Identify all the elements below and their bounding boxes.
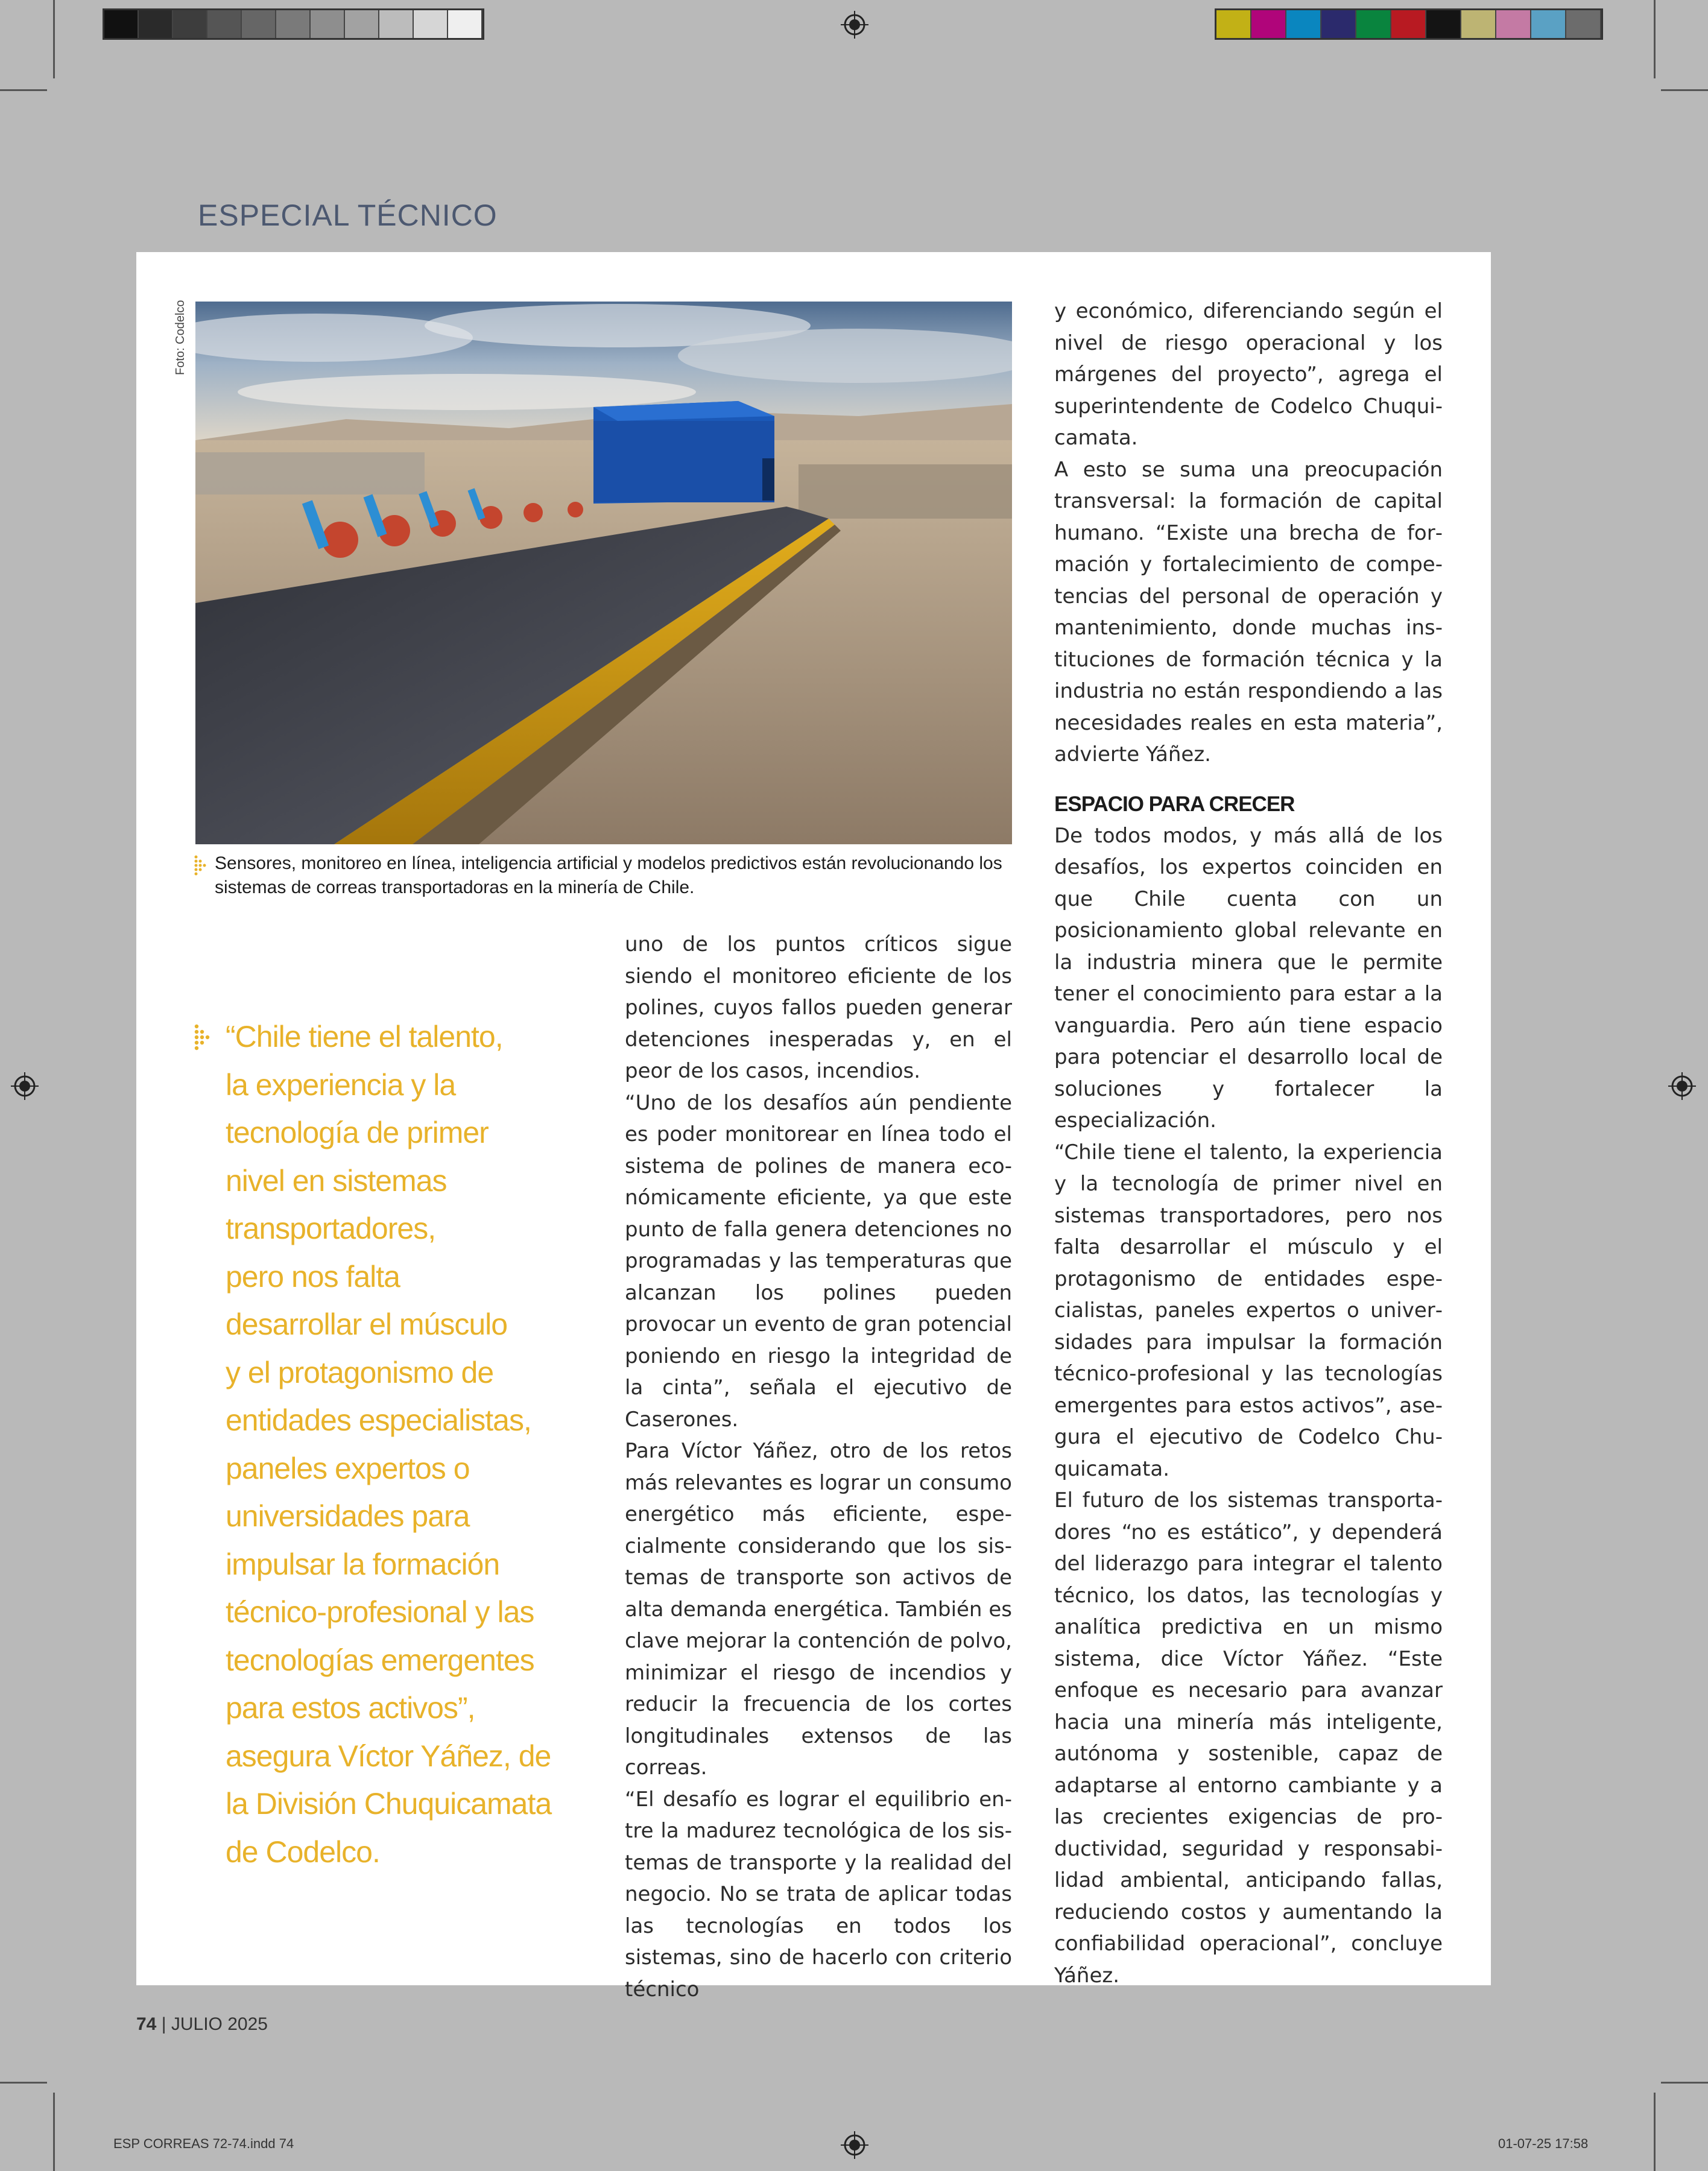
- caption-text: Sensores, monitoreo en línea, inteligencia artificial y modelos predictivos están revolucionando los sistemas de correas transportadoras en la minería de Chile.: [215, 853, 1002, 897]
- pull-quote-line: y el protagonismo de: [226, 1355, 494, 1389]
- crop-mark: [1654, 2093, 1656, 2171]
- crop-mark: [0, 2082, 47, 2084]
- crop-mark: [1654, 0, 1656, 78]
- pull-quote-line: desarrollar el músculo: [226, 1307, 508, 1341]
- color-swatch: [311, 10, 345, 38]
- color-swatch: [1566, 10, 1601, 38]
- pull-quote-line: la División Chuquicamata: [226, 1787, 552, 1821]
- article-column-2: [625, 929, 1012, 2005]
- color-swatch: [139, 10, 173, 38]
- color-swatch: [276, 10, 311, 38]
- pull-quote-line: tecnologías emergentes: [226, 1643, 534, 1677]
- gray-calibration-bar: [103, 8, 484, 40]
- color-swatch: [1461, 10, 1496, 38]
- slug-file: ESP CORREAS 72-74.indd 74: [113, 2136, 294, 2151]
- registration-mark-icon: [1668, 1072, 1696, 1100]
- pull-quote-line: transportadores,: [226, 1212, 436, 1245]
- body-paragraph: El futuro de los sistemas transportadores “no es estático”, y dependerá del liderazgo para integrar el talento técnico, los datos, las tecnologías y analítica predictiva en un mismo sistema, dice Víctor Yáñez. “Este enfoque es necesario para avanzar hacia una minería más inteligente, autónoma y sostenible, capaz de adaptarse al entorno cambiante y a las crecientes exigencias de productividad, seguridad y responsabilidad ambiental, anticipando fallas, reduciendo costos y aumentando la confiabilidad operacional”, concluye Yáñez.: [1054, 1488, 1443, 1988]
- color-swatch: [1426, 10, 1461, 38]
- color-swatch: [1391, 10, 1426, 38]
- pull-quote-line: pero nos falta: [226, 1259, 400, 1294]
- body-paragraph: A esto se suma una preocupación transversal: la formación de capital humano. “Existe una brecha de formación y fortalecimiento de competencias del personal de operación y mantenimiento, donde muchas instituciones de formación técnica y la industria no están respondiendo a las necesidades reales en esta materia”, advierte Yáñez.: [1054, 457, 1443, 766]
- color-swatch: [1321, 10, 1356, 38]
- crop-mark: [0, 89, 47, 91]
- conveyor-belt-photo: [195, 302, 1012, 844]
- color-swatch: [173, 10, 207, 38]
- pull-quote-line: entidades especialistas,: [226, 1403, 531, 1437]
- article-column-3: [1054, 295, 1443, 1991]
- color-swatch: [242, 10, 276, 38]
- body-paragraph: Para Víctor Yáñez, otro de los retos más relevantes es lograr un consumo energético más eficiente, especialmente considerando que los sistemas de transporte son activos de alta demanda energética. También es clave mejorar la contención de polvo, minimizar el riesgo de incendios y reducir la frecuencia de los cortes longitudinales extensos de las correas.: [625, 1439, 1012, 1780]
- color-swatch: [345, 10, 379, 38]
- body-paragraph: “Chile tiene el talento, la experiencia y la tecnología de primer nivel en sistemas transportadores, pero nos falta desarrollar el músculo y el protagonismo de entidades especialistas, paneles expertos o universidades para impulsar la formación técnico-profesional y las tecnologías emergentes para estos activos”, asegura el ejecutivo de Codelco Chuquicamata.: [1054, 1140, 1443, 1481]
- crop-mark: [1661, 89, 1708, 91]
- registration-mark-icon: [11, 1072, 39, 1100]
- color-swatch: [104, 10, 139, 38]
- body-paragraph: uno de los puntos críticos sigue siendo el monitoreo eficiente de los polines, cuyos fallos pueden generar detenciones inesperadas y, en el peor de los casos, incendios.: [625, 932, 1012, 1083]
- body-paragraph: “Uno de los desafíos aún pendiente es poder monitorear en línea todo el sistema de polines de manera económicamente eficiente, ya que este punto de falla genera detenciones no programadas y las temperaturas que alcanzan los polines pueden provocar un evento de gran potencial poniendo en riesgo la integridad de la cinta”, señala el ejecutivo de Caserones.: [625, 1090, 1012, 1432]
- slug-datetime: 01-07-25 17:58: [1498, 2136, 1589, 2151]
- bullet-dots-icon: [194, 1024, 212, 1051]
- color-swatch: [1531, 10, 1566, 38]
- registration-mark-icon: [841, 11, 868, 39]
- color-swatch: [1356, 10, 1391, 38]
- color-calibration-bar: [1215, 8, 1603, 40]
- photo-credit-text: Foto: Codelco: [174, 300, 187, 375]
- color-swatch: [207, 10, 242, 38]
- pull-quote-line: nivel en sistemas: [226, 1163, 447, 1198]
- color-swatch: [1251, 10, 1286, 38]
- color-swatch: [414, 10, 448, 38]
- pull-quote-line: técnico-profesional y las: [226, 1595, 534, 1629]
- photo-caption: [194, 852, 1014, 900]
- section-title: ESPECIAL TÉCNICO: [198, 198, 498, 232]
- pull-quote: [194, 1013, 592, 1876]
- pull-quote-line: de Codelco.: [226, 1834, 380, 1869]
- color-swatch: [1216, 10, 1251, 38]
- crop-mark: [53, 0, 55, 78]
- folio-separator: |: [161, 2014, 166, 2034]
- registration-mark-icon: [841, 2131, 868, 2159]
- pull-quote-line: “Chile tiene el talento,: [226, 1020, 503, 1054]
- body-paragraph: “El desafío es lograr el equilibrio entre la madurez tecnológica de los sistemas de transporte y la realidad del negocio. No se trata de aplicar todas las tecnologías en todos los sistemas, sino de hacerlo con criterio técnico: [625, 1787, 1012, 2002]
- pull-quote-line: paneles expertos o: [226, 1451, 470, 1485]
- pull-quote-line: la experiencia y la: [226, 1067, 456, 1102]
- issue-date: JULIO 2025: [171, 2014, 268, 2034]
- crop-mark: [1661, 2082, 1708, 2084]
- pull-quote-line: asegura Víctor Yáñez, de: [226, 1739, 551, 1773]
- pull-quote-line: impulsar la formación: [226, 1547, 500, 1581]
- color-swatch: [379, 10, 414, 38]
- color-swatch: [1286, 10, 1321, 38]
- color-swatch: [1496, 10, 1531, 38]
- page-number: 74: [136, 2014, 157, 2034]
- pull-quote-line: tecnología de primer: [226, 1116, 489, 1149]
- page-folio: [136, 2014, 268, 2035]
- pull-quote-line: universidades para: [226, 1499, 470, 1533]
- pull-quote-line: para estos activos”,: [226, 1691, 475, 1725]
- photo-credit: [172, 302, 197, 386]
- crop-mark: [53, 2093, 55, 2171]
- color-swatch: [448, 10, 482, 38]
- section-subheading: ESPACIO PARA CRECER: [1054, 792, 1295, 816]
- body-paragraph: y económico, diferenciando según el nivel de riesgo operacional y los márgenes del proyecto”, agrega el superintendente de Codelco Chuquicamata.: [1054, 299, 1443, 450]
- body-paragraph: De todos modos, y más allá de los desafíos, los expertos coinciden en que Chile cuenta con un posicionamiento global relevante en la industria minera que le permite tener el conocimiento para estar a la vanguardia. Pero aún tiene espacio para potenciar el desarrollo local de soluciones y fortalecer la especialización.: [1054, 823, 1443, 1133]
- bullet-dots-icon: [194, 855, 207, 876]
